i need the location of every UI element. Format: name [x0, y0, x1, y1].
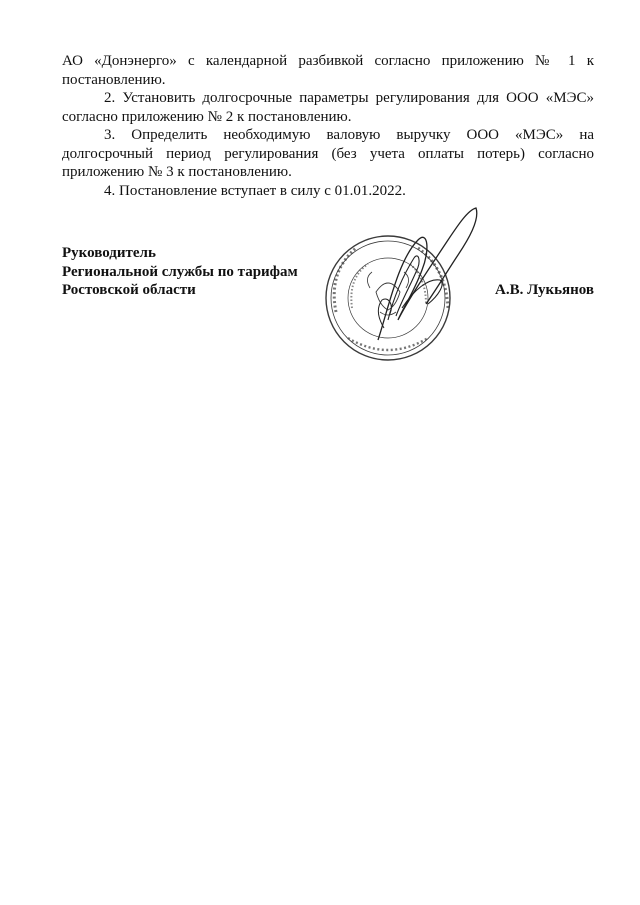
paragraph-continuation: АО «Донэнерго» с календарной разбивкой согласно приложению № 1 к постановлению. [62, 53, 594, 88]
signer-name: А.В. Лукьянов [495, 282, 594, 298]
official-seal [318, 200, 498, 370]
signer-title-line-2: Региональной службы по тарифам [62, 263, 298, 280]
paragraph-2: 2. Установить долгосрочные параметры регулирования для ООО «МЭС» согласно приложению № 2 к постановлению. [62, 90, 594, 125]
signer-title-line-1: Руководитель [62, 245, 156, 261]
seal-outer-ring [326, 236, 450, 360]
seal-and-signature-image [318, 200, 498, 370]
paragraph-4: 4. Постановление вступает в силу с 01.01.2022. [104, 182, 406, 199]
signature-stroke-main [378, 208, 477, 340]
paragraph-3: 3. Определить необходимую валовую выручку ООО «МЭС» на долгосрочный период регулирования (без учета оплаты потерь) согласно приложению № 3 к постановлению. [62, 127, 594, 180]
signer-title-line-3: Ростовской области [62, 282, 196, 298]
document-body [62, 52, 594, 200]
